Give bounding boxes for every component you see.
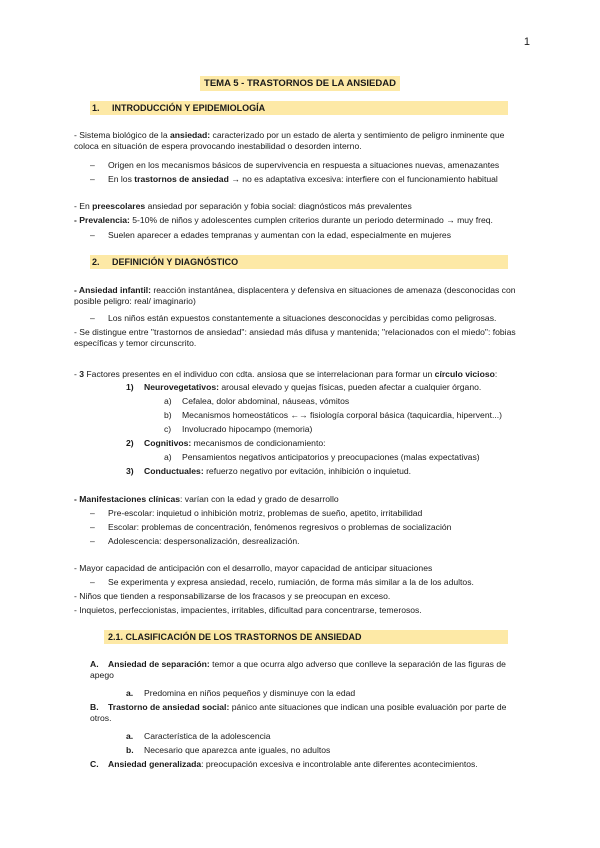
s2-paragraph-1: [74, 285, 526, 307]
s1-paragraph-2: [74, 201, 412, 212]
page-title-text: TEMA 5 - TRASTORNOS DE LA ANSIEDAD: [200, 76, 400, 91]
page-number: 1: [523, 36, 530, 48]
factor-1: [126, 382, 481, 393]
s2-p3-bold-1: 3: [79, 369, 85, 379]
class-A-a-text: Predomina en niños pequeños y disminuye con la edad: [144, 688, 356, 698]
s1-b2-bold: trastornos de ansiedad: [134, 174, 229, 184]
class-C-title: Ansiedad generalizada: [108, 759, 202, 769]
class-B: [90, 702, 520, 724]
s1-p1-bold: ansiedad:: [170, 130, 211, 140]
section-2-1-title: 2.1. CLASIFICACIÓN DE LOS TRASTORNOS DE ANSIEDAD: [108, 632, 362, 642]
s1-b2-post: → no es adaptativa excesiva: interfiere con el funcionamiento habitual: [228, 174, 498, 184]
factor-1-c: [164, 424, 312, 435]
s2-paragraph-6: - Niños que tienden a responsabilizarse de los fracasos y se preocupan en exceso.: [74, 591, 391, 601]
s2-p1-bold: - Ansiedad infantil:: [74, 285, 152, 295]
factor-2-title: Cognitivos:: [144, 438, 192, 448]
s2-p3-mid: Factores presentes en el individuo con cdta. ansiosa que se interrelacionan para formar un: [84, 369, 435, 379]
section-1-heading: [90, 101, 508, 115]
factor-1-a: [164, 396, 349, 407]
s2-manifestation-1: – Pre-escolar: inquietud o inhibición motriz, problemas de sueño, apetito, irritabilidad: [90, 508, 423, 518]
factor-2-text: mecanismos de condicionamiento:: [191, 438, 326, 448]
class-B-title: Trastorno de ansiedad social:: [108, 702, 230, 712]
factor-2-number: 2): [126, 438, 134, 448]
factor-2-a-text: Pensamientos negativos anticipatorios y preocupaciones (malas expectativas): [182, 452, 480, 462]
s1-p2-pre: - En: [74, 201, 93, 211]
class-A-a: [126, 688, 355, 699]
page-title: [0, 73, 600, 91]
s2-p4-bold: - Manifestaciones clínicas: [74, 494, 181, 504]
class-C-text: : preocupación excesiva e incontrolable ante diferentes acontecimientos.: [201, 759, 478, 769]
class-B-b-text: Necesario que aparezca ante iguales, no adultos: [144, 745, 331, 755]
factor-1-b-letter: b): [164, 410, 172, 420]
s2-m2-text: Escolar: problemas de concentración, fenómenos regresivos o problemas de socialización: [108, 522, 452, 532]
s2-m1-text: Pre-escolar: inquietud o inhibición motriz, problemas de sueño, apetito, irritabilidad: [108, 508, 423, 518]
s1-p1-post: caracterizado por un estado de alerta y sentimiento de peligro inminente que coloca en situación de espera provocando inestabilidad o desorden interno.: [74, 130, 505, 151]
factor-1-c-text: Involucrado hipocampo (memoria): [182, 424, 313, 434]
class-B-letter: B.: [90, 702, 99, 712]
class-C-letter: C.: [90, 759, 99, 769]
class-A-letter: A.: [90, 659, 99, 669]
factor-3-number: 3): [126, 466, 134, 476]
class-B-a-text: Característica de la adolescencia: [144, 731, 271, 741]
s2-p3-pre: -: [74, 369, 80, 379]
s1-bullet-1: – Origen en los mecanismos básicos de supervivencia en respuesta a situaciones nuevas, amenazantes: [90, 160, 500, 170]
factor-1-c-letter: c): [164, 424, 172, 434]
s1-paragraph-1: [74, 130, 526, 152]
s1-bullet-2: – En los trastornos de ansiedad → no es adaptativa excesiva: interfiere con el funcionamiento habitual: [90, 174, 498, 184]
s2-p1-post: reacción instantánea, displacentera y defensiva en situaciones de amenaza (desconocidas con posible peligro: real/ imaginario): [74, 285, 516, 306]
s1-p3-bold: - Prevalencia:: [74, 215, 130, 225]
s1-p2-post: ansiedad por separación y fobia social: diagnósticos más prevalentes: [145, 201, 412, 211]
s1-b1-text: Origen en los mecanismos básicos de supervivencia en respuesta a situaciones nuevas, amenazantes: [108, 160, 500, 170]
section-1-title: INTRODUCCIÓN Y EPIDEMIOLOGÍA: [112, 103, 266, 113]
s2-paragraph-7: - Inquietos, perfeccionistas, impacientes, irritables, dificultad para concentrarse, temerosos.: [74, 605, 422, 615]
section-1-number: 1.: [92, 103, 100, 113]
factor-1-title: Neurovegetativos:: [144, 382, 219, 392]
class-B-b: [126, 745, 330, 756]
s1-bullet-3: – Suelen aparecer a edades tempranas y aumentan con la edad, especialmente en mujeres: [90, 230, 452, 240]
s1-b3-text: Suelen aparecer a edades tempranas y aumentan con la edad, especialmente en mujeres: [108, 230, 452, 240]
s2-bullet-1: – Los niños están expuestos constantemente a situaciones desconocidas y percibidas como peligrosas.: [90, 313, 497, 323]
s2-manifestation-2: – Escolar: problemas de concentración, fenómenos regresivos o problemas de socialización: [90, 522, 452, 532]
factor-2: [126, 438, 326, 449]
s2-paragraph-3: [74, 369, 497, 380]
class-B-b-letter: b.: [126, 745, 134, 755]
s2-m3-text: Adolescencia: despersonalización, desrealización.: [108, 536, 300, 546]
factor-3-title: Conductuales:: [144, 466, 204, 476]
factor-1-a-text: Cefalea, dolor abdominal, náuseas, vómitos: [182, 396, 350, 406]
s1-p2-bold: preescolares: [92, 201, 146, 211]
class-B-a-letter: a.: [126, 731, 134, 741]
class-C: [90, 759, 478, 770]
s2-paragraph-5: - Mayor capacidad de anticipación con el desarrollo, mayor capacidad de anticipar situaciones: [74, 563, 433, 573]
section-2-heading: [90, 255, 508, 269]
section-2-1-heading: [104, 630, 508, 644]
factor-1-number: 1): [126, 382, 134, 392]
factor-1-text: arousal elevado y quejas físicas, pueden afectar a cualquier órgano.: [218, 382, 482, 392]
s2-p3-bold-2: círculo vicioso: [434, 369, 495, 379]
class-A: [90, 659, 520, 681]
section-2-number: 2.: [92, 257, 100, 267]
class-B-text: pánico ante situaciones que indican una posible evaluación por parte de otros.: [90, 702, 507, 723]
factor-1-a-letter: a): [164, 396, 172, 406]
class-A-title: Ansiedad de separación:: [108, 659, 210, 669]
factor-3: [126, 466, 411, 477]
s2-bullet-5: – Se experimenta y expresa ansiedad, recelo, rumiación, de forma más similar a la de los adultos.: [90, 577, 474, 587]
s2-paragraph-4: [74, 494, 339, 505]
s1-p1-pre: - Sistema biológico de la: [74, 130, 171, 140]
s1-p3-post: 5-10% de niños y adolescentes cumplen criterios durante un periodo determinado → muy freq.: [129, 215, 493, 225]
s2-b1-text: Los niños están expuestos constantemente a situaciones desconocidas y percibidas como peligrosas.: [108, 313, 497, 323]
class-B-a: [126, 731, 271, 742]
s2-manifestation-3: – Adolescencia: despersonalización, desrealización.: [90, 536, 300, 546]
factor-1-b: [164, 410, 502, 421]
s2-paragraph-2: - Se distingue entre "trastornos de ansiedad": ansiedad más difusa y mantenida; "relacionados con el miedo": fobias específicas y temor circunscrito.: [74, 327, 516, 348]
factor-2-a-letter: a): [164, 452, 172, 462]
factor-2-a: [164, 452, 480, 463]
class-A-a-letter: a.: [126, 688, 134, 698]
factor-1-b-text: Mecanismos homeostáticos ←→ fisiología corporal básica (taquicardia, hipervent...): [182, 410, 503, 420]
factor-3-text: refuerzo negativo por evitación, inhibición o inquietud.: [203, 466, 412, 476]
s1-b2-pre: En los: [108, 174, 135, 184]
s2-p4-post: : varían con la edad y grado de desarrollo: [180, 494, 339, 504]
s1-paragraph-3: [74, 215, 493, 226]
s2-p3-post: :: [494, 369, 498, 379]
class-A-text: temor a que ocurra algo adverso que conlleve la separación de las figuras de apego: [90, 659, 506, 680]
section-2-title: DEFINICIÓN Y DIAGNÓSTICO: [112, 257, 239, 267]
s2-b5-text: Se experimenta y expresa ansiedad, recelo, rumiación, de forma más similar a la de los adultos.: [108, 577, 474, 587]
